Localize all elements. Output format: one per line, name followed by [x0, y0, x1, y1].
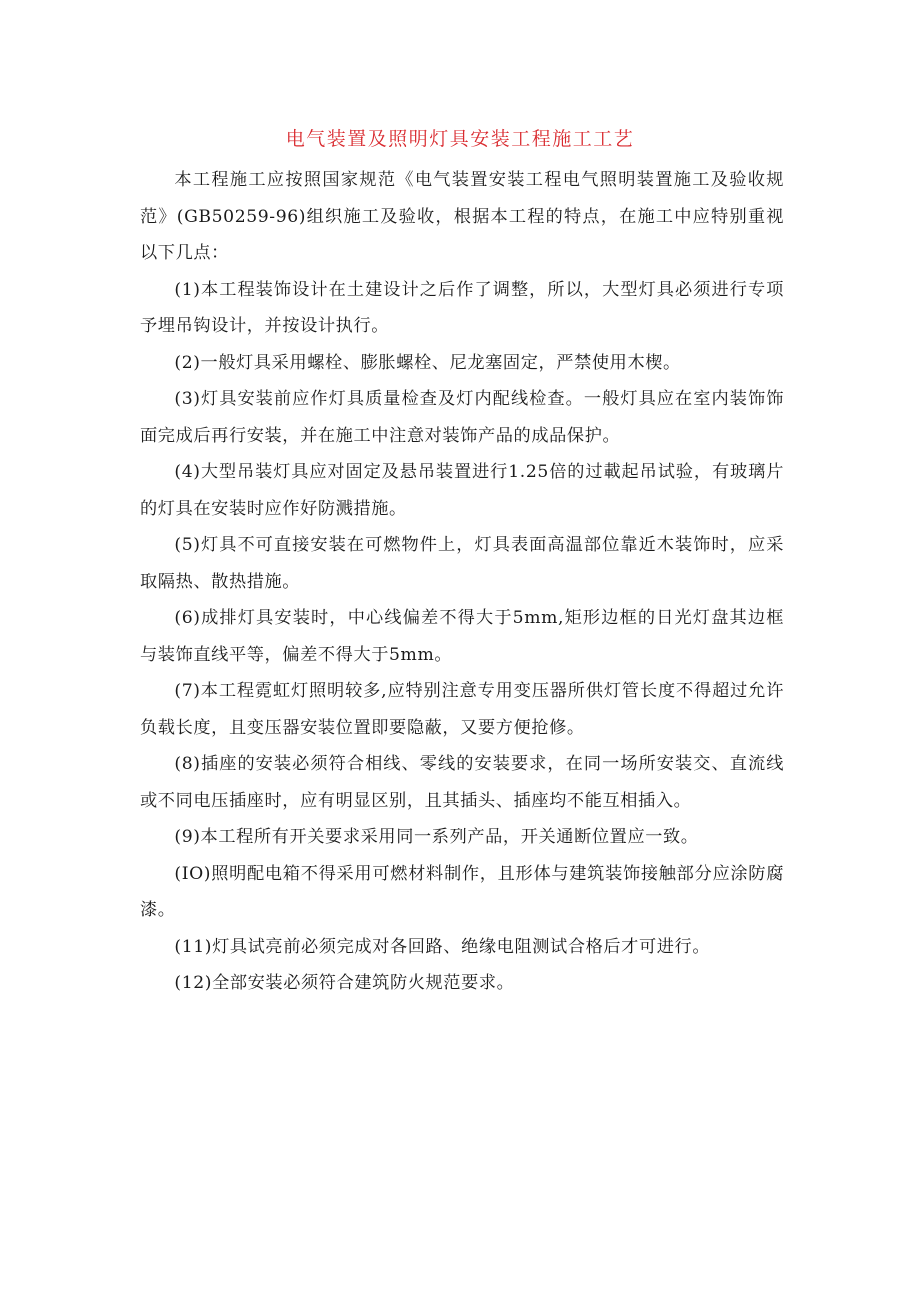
document-body	[140, 162, 784, 1002]
item-paragraph-3: (3)灯具安装前应作灯具质量检查及灯内配线检查。一般灯具应在室内装饰饰面完成后再行安装，并在施工中注意对装饰产品的成品保护。	[140, 389, 784, 446]
item-paragraph-4: (4)大型吊装灯具应对固定及悬吊装置进行1.25倍的过載起吊试验，有玻璃片的灯具在安装时应作好防溅措施。	[140, 462, 784, 519]
document-title: 电气装置及照明灯具安装工程施工工艺	[285, 128, 635, 150]
item-paragraph-12: (12)全部安装必须符合建筑防火规范要求。	[174, 973, 515, 993]
item-paragraph-11: (11)灯具试亮前必须完成对各回路、绝缘电阻测试合格后才可进行。	[174, 936, 711, 957]
item-paragraph-8: (8)插座的安装必须符合相线、零线的安装要求，在同一场所安装交、直流线或不同电压插座时，应有明显区别，且其插头、插座均不能互相插入。	[140, 754, 784, 811]
item-paragraph-1: (1)本工程装饰设计在土建设计之后作了调整，所以，大型灯具必须进行专项予埋吊钩设计，并按设计执行。	[140, 279, 784, 336]
item-paragraph-6: (6)成排灯具安装时，中心线偏差不得大于5mm,矩形边框的日光灯盘其边框与装饰直线平等，偏差不得大于5mm。	[140, 608, 784, 665]
item-paragraph-7: (7)本工程霓虹灯照明较多,应特别注意专用变压器所供灯管长度不得超过允许负载长度，且变压器安装位置即要隐蔽，又要方便抢修。	[140, 681, 784, 738]
item-paragraph-5: (5)灯具不可直接安装在可燃物件上，灯具表面高温部位靠近木装饰时，应采取隔热、散热措施。	[140, 535, 784, 592]
item-paragraph-10: (IO)照明配电箱不得采用可燃材料制作，且形体与建筑装饰接触部分应涂防腐漆。	[140, 863, 784, 920]
intro-paragraph: 本工程施工应按照国家规范《电气装置安装工程电气照明装置施工及验收规范》(GB50259-96)组织施工及验收，根据本工程的特点，在施工中应特别重视以下几点：	[140, 170, 784, 263]
item-paragraph-2: (2)一般灯具采用螺栓、膨胀螺栓、尼龙塞固定，严禁使用木楔。	[174, 352, 681, 373]
item-paragraph-9: (9)本工程所有开关要求采用同一系列产品，开关通断位置应一致。	[174, 827, 699, 847]
